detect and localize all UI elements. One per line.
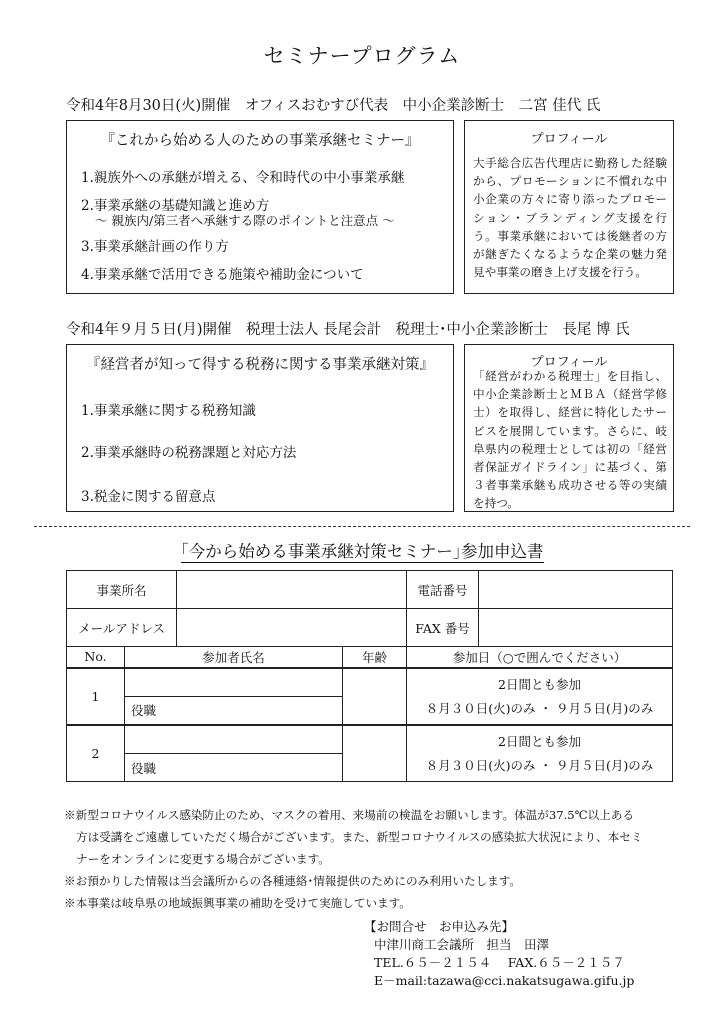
session2-topic-1: 1.事業承継に関する税務知識: [81, 403, 256, 419]
cut-line: [34, 526, 690, 527]
notes: [64, 804, 684, 914]
date-options[interactable]: [407, 668, 673, 725]
fax-label: FAX 番号: [407, 609, 479, 647]
session1-topic-3: 3.事業承継計画の作り方: [81, 239, 229, 255]
position-field[interactable]: 役職: [125, 754, 343, 782]
session1-seminar-box: [66, 120, 454, 294]
session1-topic-1: 1.親族外への承継が増える、令和時代の中小事業承継: [81, 170, 405, 186]
session1-header: 令和4年8月30日(火)開催 オフィスおむすび代表 中小企業診断士 二宮 佳代 氏: [66, 98, 601, 114]
date-header: 参加日（○で囲んでください）: [407, 647, 673, 668]
contact-heading: 【お問合せ お申込み先】: [364, 919, 515, 934]
age-field[interactable]: [343, 725, 407, 782]
age-field[interactable]: [343, 668, 407, 725]
session1-topic-2: 2.事業承継の基礎知識と進め方: [81, 198, 270, 214]
email-label: メールアドレス: [67, 609, 177, 647]
session2-profile-text: 「経営がわかる税理士」を目指し、中小企業診断士とＭＢＡ（経営学修士）を取得し、経営に特化したサービスを展開しています。さらに、岐阜県内の税理士としては初の「経営者保証ガイドライン」に基づく、第３者事業承継も成功させる等の実績を持つ。: [473, 369, 667, 511]
table-row: [67, 725, 673, 754]
note-covid-3: ナーをオンラインに変更する場合がございます。: [76, 852, 330, 866]
phone-field[interactable]: [479, 571, 673, 609]
session2-seminar-box: [66, 344, 454, 512]
no-header: No.: [67, 647, 125, 668]
phone-label: 電話番号: [407, 571, 479, 609]
participant-name-header: 参加者氏名: [125, 647, 343, 668]
session2-header: 令和4年９月５日(月)開催 税理士法人 長尾会計 税理士･中小企業診断士 長尾 博 氏: [66, 322, 630, 338]
age-header: 年齢: [343, 647, 407, 668]
session1-topic-4: 4.事業承継で活用できる施策や補助金について: [81, 267, 364, 283]
contact-org: 中津川商工会議所 担当 田澤: [374, 937, 550, 952]
note-privacy: ※お預かりした情報は当会議所からの各種連絡･情報提供のためにのみ利用いたします。: [64, 874, 522, 888]
table-row: [67, 668, 673, 697]
email-field[interactable]: [177, 609, 407, 647]
session2-profile-heading: プロフィール: [530, 355, 608, 370]
session2-topic-3: 3.税金に関する留意点: [81, 489, 216, 505]
option-both-days[interactable]: 2日間とも参加: [498, 677, 581, 692]
application-form-table: [66, 570, 673, 782]
option-single-day[interactable]: ８月３０日(火)のみ ・ ９月５日(月)のみ: [425, 701, 654, 716]
option-single-day[interactable]: ８月３０日(火)のみ ・ ９月５日(月)のみ: [425, 758, 654, 774]
date-options[interactable]: [407, 725, 673, 782]
row-number: 2: [67, 725, 125, 782]
office-name-label: 事業所名: [67, 571, 177, 609]
participant-name-field[interactable]: [125, 725, 343, 754]
office-name-field[interactable]: [177, 571, 407, 609]
session1-subtopic: ～ 親族内/第三者へ承継する際のポイントと注意点 ～: [95, 213, 395, 228]
form-title-text: ｢今から始める事業承継対策セミナー｣参加申込書: [180, 542, 544, 561]
note-subsidy: ※本事業は岐阜県の地域振興事業の補助を受けて実施しています。: [64, 896, 411, 910]
fax-field[interactable]: [479, 609, 673, 647]
page-title: セミナープログラム: [263, 44, 461, 68]
participant-name-field[interactable]: [125, 668, 343, 697]
contact-phone-fax: TEL.６５－２１５４ FAX.６５－２１５７: [374, 955, 625, 970]
note-covid-2: 方は受講をご遠慮していただく場合がございます。また、新型コロナウイルスの感染拡大状況により、本セミ: [76, 830, 643, 844]
contact-email[interactable]: E－mail:tazawa@cci.nakatsugawa.gifu.jp: [374, 973, 635, 988]
session2-seminar-title: 『経営者が知って得する税務に関する事業承継対策』: [86, 357, 434, 373]
row-number: 1: [67, 668, 125, 725]
session2-profile-box: [464, 344, 674, 512]
session1-seminar-title: 『これから始める人のための事業承継セミナー』: [100, 133, 420, 149]
session1-profile-box: [464, 120, 674, 294]
session1-profile-heading: プロフィール: [530, 132, 608, 147]
position-field[interactable]: 役職: [125, 697, 343, 725]
option-both-days[interactable]: 2日間とも参加: [498, 734, 581, 750]
session2-topic-2: 2.事業承継時の税務課題と対応方法: [81, 445, 297, 461]
note-covid-1: ※新型コロナウイルス感染防止のため、マスクの着用、来場前の検温をお願いします。体温が37.5℃以上ある: [64, 808, 635, 822]
session1-profile-text: 大手総合広告代理店に勤務した経験から、プロモーションに不慣れな中小企業の方々に寄り添ったプロモーション・ブランディング支援を行う。事業承継においては後継者の方が継ぎたくなるような企業の魅力発見や事業の磨き上げ支援を行う。: [473, 156, 667, 280]
contact-block: [364, 918, 634, 990]
form-title: [0, 538, 724, 562]
